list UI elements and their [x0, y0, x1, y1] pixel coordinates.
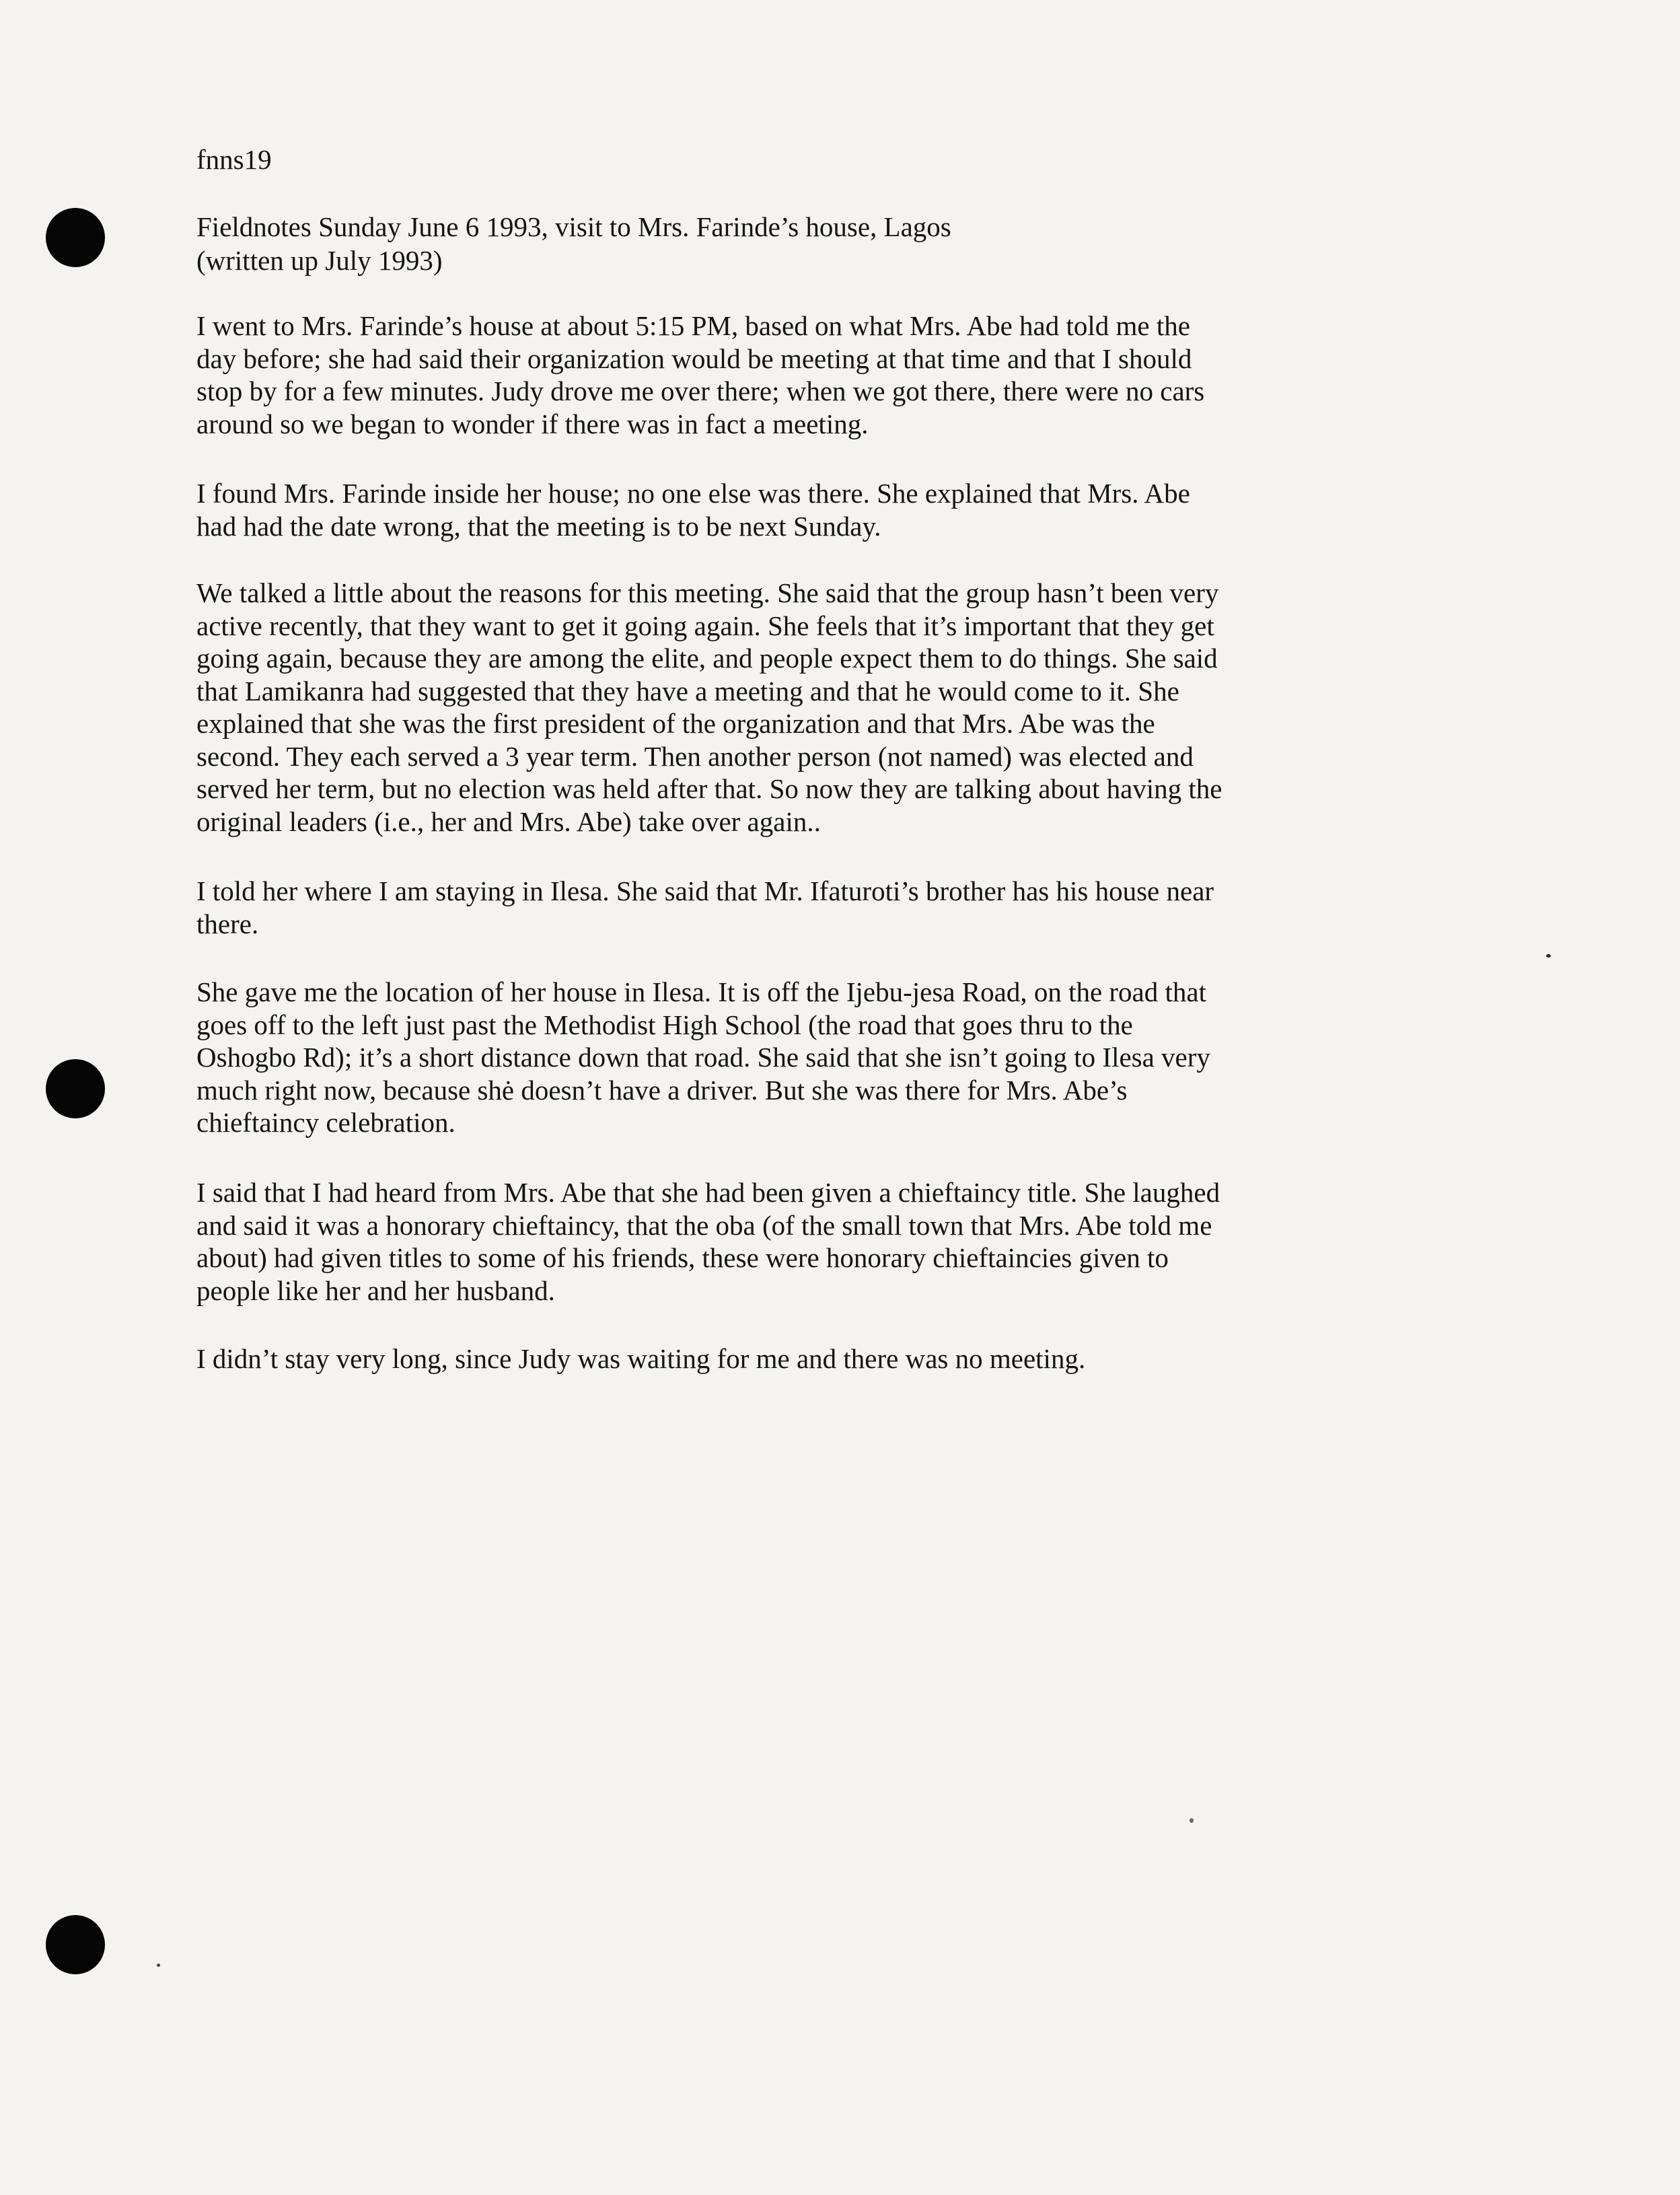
text-line: about) had given titles to some of his friends, these were honorary chieftaincies given to	[196, 1242, 1169, 1273]
text-line: stop by for a few minutes. Judy drove me over there; when we got there, there were no cars	[196, 375, 1205, 406]
paragraph-house-location	[196, 976, 1210, 1139]
paper-speck	[157, 1964, 160, 1967]
text-line: I said that I had heard from Mrs. Abe that she had been given a chieftaincy title. She laughed	[196, 1177, 1220, 1208]
paragraph-closing	[196, 1342, 1085, 1375]
text-line: much right now, because shė doesn’t have a driver. But she was there for Mrs. Abe’s	[196, 1074, 1128, 1106]
text-line: I didn’t stay very long, since Judy was waiting for me and there was no meeting.	[196, 1343, 1086, 1374]
paragraph-date-wrong	[196, 477, 1190, 542]
binder-hole-top	[46, 208, 105, 267]
text-line: We talked a little about the reasons for this meeting. She said that the group hasn’t been very	[196, 577, 1219, 608]
text-line: people like her and her husband.	[196, 1274, 555, 1306]
paragraph-arrival	[196, 310, 1204, 440]
text-line: that Lamikanra had suggested that they have a meeting and that he would come to it. She	[196, 675, 1179, 707]
text-line: chieftaincy celebration.	[196, 1107, 455, 1138]
paragraph-chieftaincy	[196, 1176, 1220, 1307]
text-line: Oshogbo Rd); it’s a short distance down that road. She said that she isn’t going to Ilesa very	[196, 1042, 1210, 1073]
paragraph-meeting-reasons	[196, 577, 1222, 838]
document-heading	[196, 210, 951, 277]
text-line: I told her where I am staying in Ilesa. She said that Mr. Ifaturoti’s brother has his house near	[196, 875, 1214, 906]
binder-hole-bottom	[46, 1915, 105, 1974]
text-line: explained that she was the first president of the organization and that Mrs. Abe was the	[196, 708, 1155, 739]
heading-line: Fieldnotes Sunday June 6 1993, visit to Mrs. Farinde’s house, Lagos	[196, 211, 951, 242]
text-line: had had the date wrong, that the meeting is to be next Sunday.	[196, 510, 881, 542]
text-line: original leaders (i.e., her and Mrs. Abe) take over again..	[196, 805, 821, 837]
text-line: goes off to the left just past the Methodist High School (the road that goes thru to the	[196, 1009, 1133, 1040]
heading-line: (written up July 1993)	[196, 245, 443, 276]
text-line: She gave me the location of her house in Ilesa. It is off the Ijebu-jesa Road, on the road that	[196, 976, 1206, 1007]
binder-hole-middle	[46, 1059, 105, 1118]
file-code: fnns19	[196, 144, 272, 175]
text-line: second. They each served a 3 year term. Then another person (not named) was elected and	[196, 740, 1194, 772]
text-line: active recently, that they want to get it going again. She feels that it’s important that they get	[196, 610, 1214, 641]
text-line: served her term, but no election was held after that. So now they are talking about having the	[196, 773, 1222, 804]
text-line: and said it was a honorary chieftaincy, that the oba (of the small town that Mrs. Abe told me	[196, 1209, 1212, 1241]
text-line: I went to Mrs. Farinde’s house at about 5:15 PM, based on what Mrs. Abe had told me the	[196, 310, 1190, 341]
paper-speck	[1190, 1818, 1194, 1823]
text-line: day before; she had said their organization would be meeting at that time and that I should	[196, 343, 1192, 374]
text-line: around so we began to wonder if there was in fact a meeting.	[196, 408, 869, 439]
paper-speck	[1546, 954, 1551, 958]
text-line: going again, because they are among the elite, and people expect them to do things. She said	[196, 643, 1218, 674]
paragraph-staying-ilesa	[196, 875, 1214, 940]
text-line: I found Mrs. Farinde inside her house; no one else was there. She explained that Mrs. Abe	[196, 478, 1190, 509]
text-line: there.	[196, 908, 259, 939]
